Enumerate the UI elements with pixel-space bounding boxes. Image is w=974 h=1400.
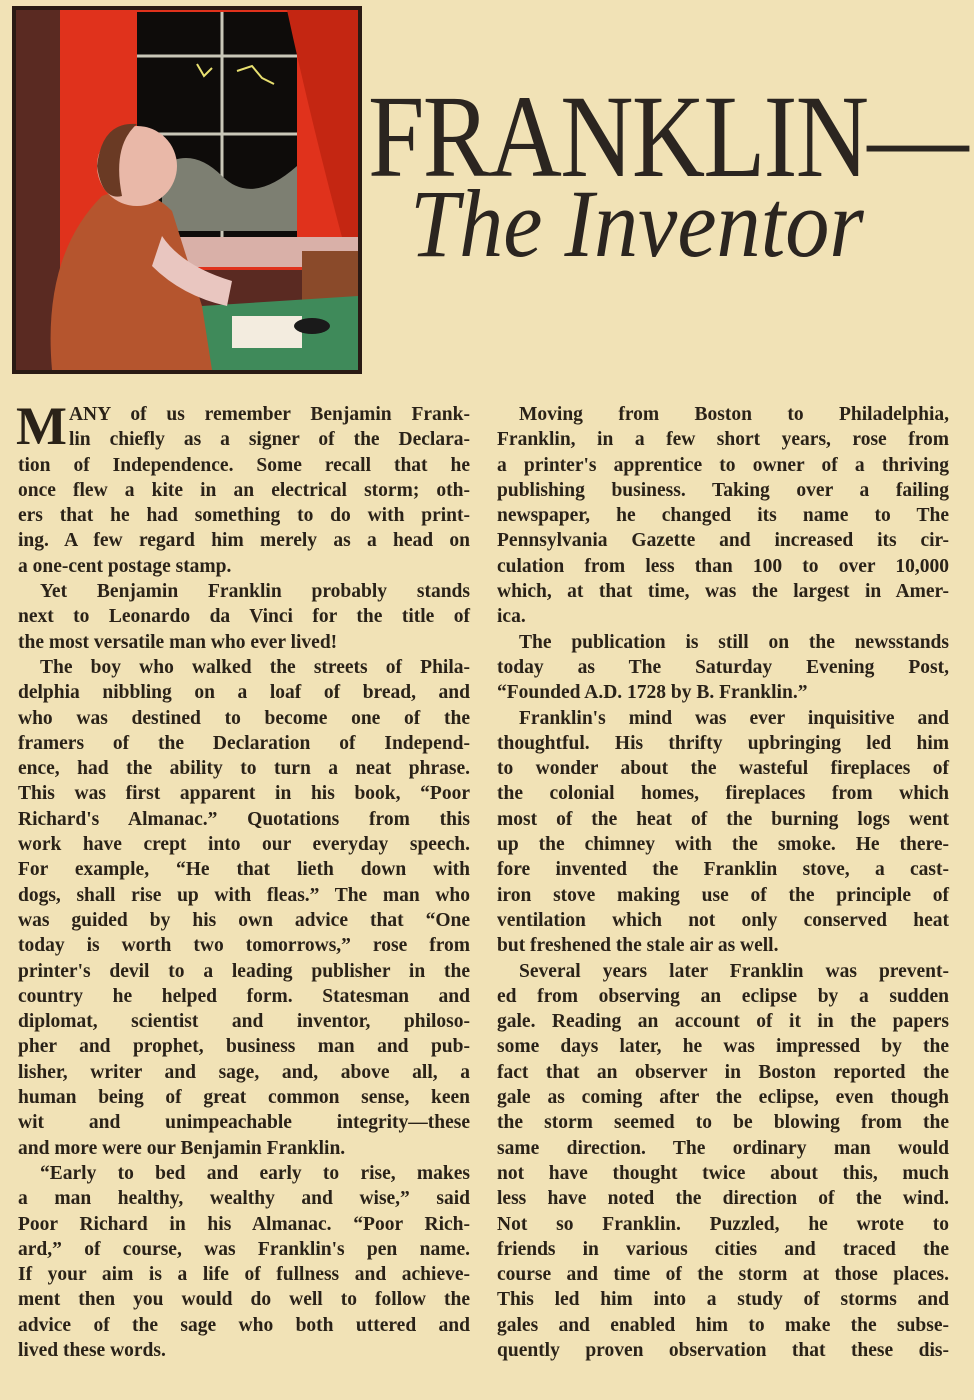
- text-line: Franklin's mind was ever inquisitive and: [519, 707, 949, 729]
- text-line: culation from less than 100 to over 10,000: [497, 555, 949, 577]
- text-line: today is worth two tomorrows,” rose from: [18, 935, 470, 957]
- text-line: This led him into a study of storms and: [497, 1289, 949, 1311]
- text-line: lin chiefly as a signer of the Declara-: [68, 429, 470, 451]
- text-line: gales and enabled him to make the subse-: [497, 1314, 949, 1336]
- text-line: not have thought twice about this, much: [497, 1162, 949, 1184]
- text-line: a printer's apprentice to owner of a thriving: [497, 454, 949, 476]
- text-line: but freshened the stale air as well.: [497, 935, 779, 957]
- text-line: Richard's Almanac.” Quotations from this: [18, 808, 470, 830]
- text-line: framers of the Declaration of Independ-: [18, 732, 470, 754]
- text-line: fore invented the Franklin stove, a cast-: [497, 859, 949, 881]
- text-line: iron stove making use of the principle of: [497, 884, 949, 906]
- text-line: Yet Benjamin Franklin probably stands: [40, 581, 470, 603]
- text-line: If your aim is a life of fullness and achieve-: [18, 1264, 470, 1286]
- text-line: lisher, writer and sage, and, above all, a: [18, 1061, 470, 1083]
- text-line: ard,” of course, was Franklin's pen name.: [18, 1238, 470, 1260]
- text-line: the most versatile man who ever lived!: [18, 631, 338, 653]
- text-line: who was destined to become one of the: [18, 707, 470, 729]
- text-line: dogs, shall rise up with fleas.” The man who: [18, 884, 470, 906]
- text-line: Several years later Franklin was prevent-: [519, 960, 949, 982]
- text-line: fact that an observer in Boston reported the: [497, 1061, 949, 1083]
- text-line: tion of Independence. Some recall that he: [18, 454, 470, 476]
- text-line: For example, “He that lieth down with: [18, 859, 470, 881]
- text-line: diplomat, scientist and inventor, philoso-: [18, 1011, 470, 1033]
- text-line: Moving from Boston to Philadelphia,: [519, 404, 949, 425]
- title-franklin: FRANKLIN—: [368, 71, 968, 202]
- text-line: ment then you would do well to follow the: [18, 1289, 470, 1311]
- text-line: pher and prophet, business man and pub-: [18, 1036, 470, 1058]
- text-line: newspaper, he changed its name to The: [497, 505, 949, 527]
- text-line: same direction. The ordinary man would: [497, 1137, 949, 1159]
- text-line: course and time of the storm at those places.: [497, 1264, 949, 1286]
- text-line: which, at that time, was the largest in Amer-: [497, 581, 949, 603]
- text-line: lived these words.: [18, 1339, 166, 1361]
- text-line: work have crept into our everyday speech.: [18, 834, 470, 856]
- text-line: gale. Reading an account of it in the papers: [497, 1011, 949, 1033]
- text-line: human being of great common sense, keen: [18, 1087, 470, 1109]
- text-line: ing. A few regard him merely as a head on: [18, 530, 470, 552]
- text-line: friends in various cities and traced the: [497, 1238, 949, 1260]
- text-line: Franklin, in a few short years, rose from: [497, 429, 949, 451]
- text-line: “Founded A.D. 1728 by B. Franklin.”: [497, 682, 808, 704]
- text-line: wit and unimpeachable integrity—these: [18, 1112, 470, 1134]
- franklin-at-window-illustration: [12, 6, 362, 374]
- article-column-2: [497, 402, 949, 1363]
- text-line: and more were our Benjamin Franklin.: [18, 1137, 346, 1159]
- text-line: publishing business. Taking over a failing: [497, 479, 949, 501]
- text-line: ers that he had something to do with print-: [18, 505, 470, 527]
- text-line: quently proven observation that these dis-: [497, 1339, 949, 1361]
- text-line: once flew a kite in an electrical storm; oth-: [18, 479, 470, 501]
- text-line: ica.: [497, 606, 526, 628]
- text-line: ed from observing an eclipse by a sudden: [497, 985, 949, 1007]
- text-line: ence, had the ability to turn a neat phrase.: [18, 758, 470, 780]
- text-line: was guided by his own advice that “One: [18, 909, 470, 931]
- text-line: a one-cent postage stamp.: [18, 555, 232, 577]
- text-line: some days later, he was impressed by the: [497, 1036, 949, 1058]
- text-line: thoughtful. His thrifty upbringing led him: [497, 732, 949, 754]
- text-line: This was first apparent in his book, “Poor: [18, 783, 470, 805]
- text-line: up the chimney with the smoke. He there-: [497, 834, 949, 856]
- text-line: Poor Richard in his Almanac. “Poor Rich-: [18, 1213, 470, 1235]
- text-line: to wonder about the wasteful fireplaces of: [497, 758, 949, 780]
- text-line: the storm seemed to be blowing from the: [497, 1112, 949, 1134]
- subtitle-the-inventor: The Inventor: [410, 170, 864, 277]
- text-line: ANY of us remember Benjamin Frank-: [68, 404, 470, 425]
- text-line: Pennsylvania Gazette and increased its cir-: [497, 530, 949, 552]
- text-line: gale as coming after the eclipse, even though: [497, 1087, 949, 1109]
- text-line: less have noted the direction of the wind.: [497, 1188, 949, 1210]
- article-column-1: [16, 396, 470, 1363]
- text-line: country he helped form. Statesman and: [18, 985, 470, 1007]
- text-line: advice of the sage who both uttered and: [18, 1314, 470, 1336]
- text-line: The boy who walked the streets of Phila-: [40, 656, 470, 678]
- text-line: The publication is still on the newsstands: [519, 631, 949, 653]
- text-line: printer's devil to a leading publisher in the: [18, 960, 470, 982]
- text-line: the colonial homes, fireplaces from which: [497, 783, 949, 805]
- text-line: delphia nibbling on a loaf of bread, and: [18, 682, 470, 704]
- text-line: next to Leonardo da Vinci for the title of: [18, 606, 470, 628]
- text-line: Not so Franklin. Puzzled, he wrote to: [497, 1213, 949, 1235]
- text-line: a man healthy, wealthy and wise,” said: [18, 1188, 470, 1210]
- text-line: most of the heat of the burning logs went: [497, 808, 949, 830]
- drop-cap: M: [16, 396, 67, 456]
- text-line: “Early to bed and early to rise, makes: [40, 1162, 470, 1184]
- text-line: ventilation which not only conserved heat: [497, 909, 949, 931]
- text-line: today as The Saturday Evening Post,: [497, 656, 949, 678]
